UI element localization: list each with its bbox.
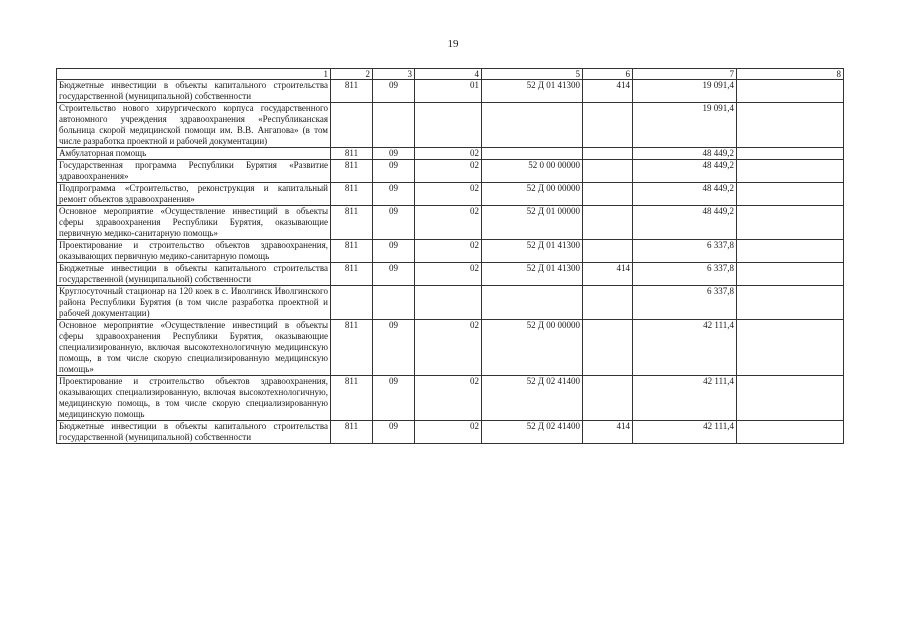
expense-type-code: [583, 160, 633, 183]
amount: 48 449,2: [633, 148, 737, 160]
row-name: Основное мероприятие «Осуществление инвестиций в объекты сферы здравоохранения Республики Бурятия, оказывающие специализированную, включая высокотехнологичную медицинскую помощь, в том числе скорую специализированную медицинскую помощь»: [57, 320, 331, 376]
amount: 48 449,2: [633, 183, 737, 206]
row-name: Государственная программа Республики Бурятия «Развитие здравоохранения»: [57, 160, 331, 183]
target-article-code: 52 Д 01 41300: [482, 80, 583, 103]
subsection-code: 02: [415, 160, 482, 183]
amount: 6 337,8: [633, 263, 737, 286]
section-code: 09: [373, 376, 415, 421]
ministry-code: 811: [331, 263, 373, 286]
expense-type-code: [583, 240, 633, 263]
section-code: 09: [373, 80, 415, 103]
table-row: [57, 148, 844, 160]
target-article-code: 52 Д 01 41300: [482, 240, 583, 263]
expense-type-code: [583, 286, 633, 320]
subsection-code: 02: [415, 376, 482, 421]
target-article-code: [482, 103, 583, 148]
section-code: 09: [373, 263, 415, 286]
section-code: [373, 103, 415, 148]
amount: 6 337,8: [633, 286, 737, 320]
subsection-code: 02: [415, 148, 482, 160]
amount: 19 091,4: [633, 103, 737, 148]
table-body: [57, 69, 844, 444]
section-code: 09: [373, 183, 415, 206]
table-row: [57, 103, 844, 148]
expense-type-code: [583, 148, 633, 160]
subsection-code: 02: [415, 240, 482, 263]
extra-column: [737, 80, 844, 103]
extra-column: [737, 148, 844, 160]
subsection-code: 02: [415, 183, 482, 206]
column-number-row: [57, 69, 844, 80]
extra-column: [737, 240, 844, 263]
column-number: 4: [415, 69, 482, 80]
row-name: Амбулаторная помощь: [57, 148, 331, 160]
column-number: 8: [737, 69, 844, 80]
target-article-code: 52 Д 02 41400: [482, 376, 583, 421]
section-code: 09: [373, 421, 415, 444]
target-article-code: [482, 148, 583, 160]
table-row: [57, 183, 844, 206]
expense-type-code: [583, 206, 633, 240]
row-name: Проектирование и строительство объектов здравоохранения, оказывающих специализированную, включая высокотехнологичную, медицинскую помощь, в том числе скорую специализированную медицинскую помощь: [57, 376, 331, 421]
table-row: [57, 263, 844, 286]
table-row: [57, 206, 844, 240]
extra-column: [737, 320, 844, 376]
table-row: [57, 240, 844, 263]
ministry-code: 811: [331, 80, 373, 103]
subsection-code: [415, 286, 482, 320]
section-code: [373, 286, 415, 320]
table-row: [57, 376, 844, 421]
table-row: [57, 421, 844, 444]
section-code: 09: [373, 148, 415, 160]
row-name: Круглосуточный стационар на 120 коек в с. Иволгинск Иволгинского района Республики Бурятия (в том числе разработка проектной и рабочей документации): [57, 286, 331, 320]
amount: 42 111,4: [633, 421, 737, 444]
expense-type-code: 414: [583, 263, 633, 286]
extra-column: [737, 183, 844, 206]
amount: 48 449,2: [633, 160, 737, 183]
extra-column: [737, 421, 844, 444]
section-code: 09: [373, 206, 415, 240]
target-article-code: 52 0 00 00000: [482, 160, 583, 183]
column-number: 3: [373, 69, 415, 80]
ministry-code: 811: [331, 421, 373, 444]
section-code: 09: [373, 320, 415, 376]
expense-type-code: [583, 103, 633, 148]
extra-column: [737, 206, 844, 240]
ministry-code: [331, 286, 373, 320]
ministry-code: 811: [331, 320, 373, 376]
expense-type-code: 414: [583, 80, 633, 103]
expense-type-code: [583, 183, 633, 206]
ministry-code: 811: [331, 240, 373, 263]
subsection-code: 02: [415, 320, 482, 376]
extra-column: [737, 263, 844, 286]
column-number: 5: [482, 69, 583, 80]
row-name: Бюджетные инвестиции в объекты капитального строительства государственной (муниципальной) собственности: [57, 263, 331, 286]
extra-column: [737, 286, 844, 320]
ministry-code: 811: [331, 160, 373, 183]
target-article-code: 52 Д 02 41400: [482, 421, 583, 444]
row-name: Строительство нового хирургического корпуса государственного автономного учреждения здравоохранения «Республиканская больница скорой медицинской помощи им. В.В. Ангапова» (в том числе разработка проектной и рабочей документации): [57, 103, 331, 148]
section-code: 09: [373, 160, 415, 183]
target-article-code: 52 Д 01 41300: [482, 263, 583, 286]
row-name: Бюджетные инвестиции в объекты капитального строительства государственной (муниципальной) собственности: [57, 80, 331, 103]
table-row: [57, 80, 844, 103]
row-name: Бюджетные инвестиции в объекты капитального строительства государственной (муниципальной) собственности: [57, 421, 331, 444]
subsection-code: 02: [415, 206, 482, 240]
expense-type-code: [583, 320, 633, 376]
target-article-code: [482, 286, 583, 320]
row-name: Основное мероприятие «Осуществление инвестиций в объекты сферы здравоохранения Республики Бурятия, оказывающие первичную медико-санитарную помощь»: [57, 206, 331, 240]
column-number: 7: [633, 69, 737, 80]
table-row: [57, 320, 844, 376]
amount: 42 111,4: [633, 320, 737, 376]
extra-column: [737, 160, 844, 183]
subsection-code: 01: [415, 80, 482, 103]
row-name: Проектирование и строительство объектов здравоохранения, оказывающих первичную медико-санитарную помощь: [57, 240, 331, 263]
budget-table: [56, 68, 844, 444]
ministry-code: 811: [331, 206, 373, 240]
expense-type-code: [583, 376, 633, 421]
target-article-code: 52 Д 01 00000: [482, 206, 583, 240]
table-row: [57, 160, 844, 183]
target-article-code: 52 Д 00 00000: [482, 320, 583, 376]
amount: 48 449,2: [633, 206, 737, 240]
amount: 6 337,8: [633, 240, 737, 263]
subsection-code: [415, 103, 482, 148]
column-number: 6: [583, 69, 633, 80]
amount: 19 091,4: [633, 80, 737, 103]
extra-column: [737, 376, 844, 421]
column-number: 1: [57, 69, 331, 80]
target-article-code: 52 Д 00 00000: [482, 183, 583, 206]
page-number: 19: [447, 38, 459, 50]
expense-type-code: 414: [583, 421, 633, 444]
subsection-code: 02: [415, 263, 482, 286]
extra-column: [737, 103, 844, 148]
subsection-code: 02: [415, 421, 482, 444]
column-number: 2: [331, 69, 373, 80]
section-code: 09: [373, 240, 415, 263]
row-name: Подпрограмма «Строительство, реконструкция и капитальный ремонт объектов здравоохранения»: [57, 183, 331, 206]
ministry-code: 811: [331, 183, 373, 206]
ministry-code: [331, 103, 373, 148]
ministry-code: 811: [331, 376, 373, 421]
ministry-code: 811: [331, 148, 373, 160]
table-row: [57, 286, 844, 320]
amount: 42 111,4: [633, 376, 737, 421]
